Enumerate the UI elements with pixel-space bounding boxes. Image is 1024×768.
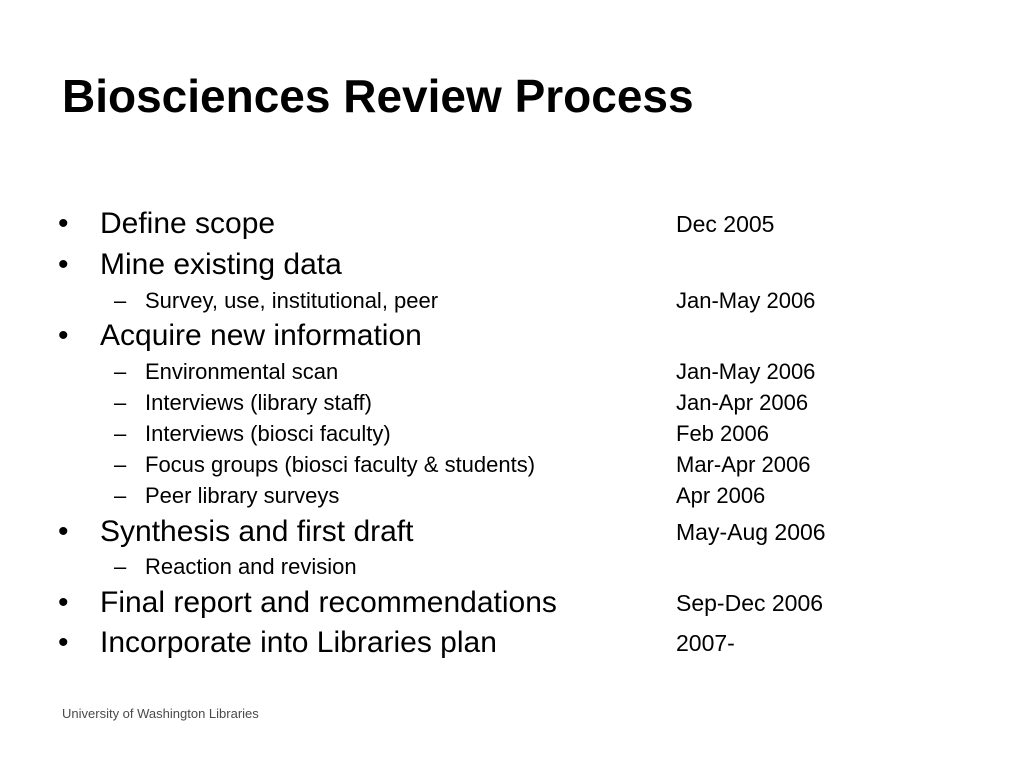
outline-item-label: Mine existing data [100, 248, 342, 281]
bullet-marker: • [58, 515, 69, 548]
outline-item-label: Synthesis and first draft [100, 515, 414, 548]
dash-marker: – [114, 554, 127, 579]
slide-footer: University of Washington Libraries [62, 706, 259, 721]
bullet-marker: • [58, 319, 69, 352]
dash-marker: – [114, 452, 127, 477]
outline-subitem-label: Peer library surveys [145, 483, 340, 508]
outline-subitem-label: Environmental scan [145, 359, 339, 384]
outline-subitem-label: Survey, use, institutional, peer [145, 288, 439, 313]
outline-item-label: Incorporate into Libraries plan [100, 626, 497, 659]
outline-subitem-date: Jan-May 2006 [676, 288, 816, 313]
outline-item-label: Final report and recommendations [100, 586, 557, 619]
outline-subitem-label: Interviews (biosci faculty) [145, 421, 391, 446]
dash-marker: – [114, 288, 127, 313]
bullet-marker: • [58, 626, 69, 659]
dash-marker: – [114, 359, 127, 384]
outline-subitem-date: Jan-May 2006 [676, 359, 816, 384]
outline-item-date: May-Aug 2006 [676, 519, 826, 545]
outline-subitem-date: Mar-Apr 2006 [676, 452, 811, 477]
dash-marker: – [114, 483, 127, 508]
bullet-marker: • [58, 248, 69, 281]
outline-subitem-date: Feb 2006 [676, 421, 769, 446]
outline-subitem-date: Jan-Apr 2006 [676, 390, 809, 415]
outline-item-date: 2007- [676, 630, 735, 656]
outline-item-date: Sep-Dec 2006 [676, 590, 824, 616]
slide-title: Biosciences Review Process [62, 70, 694, 122]
outline-subitem-date: Apr 2006 [676, 483, 766, 508]
dash-marker: – [114, 390, 127, 415]
bullet-marker: • [58, 586, 69, 619]
outline-subitem-label: Interviews (library staff) [145, 390, 372, 415]
bullet-marker: • [58, 207, 69, 240]
outline-item-label: Acquire new information [100, 319, 422, 352]
outline-item-date: Dec 2005 [676, 211, 775, 237]
outline-subitem-label: Reaction and revision [145, 554, 357, 579]
outline-subitem-label: Focus groups (biosci faculty & students) [145, 452, 536, 477]
outline-item-label: Define scope [100, 207, 276, 240]
dash-marker: – [114, 421, 127, 446]
